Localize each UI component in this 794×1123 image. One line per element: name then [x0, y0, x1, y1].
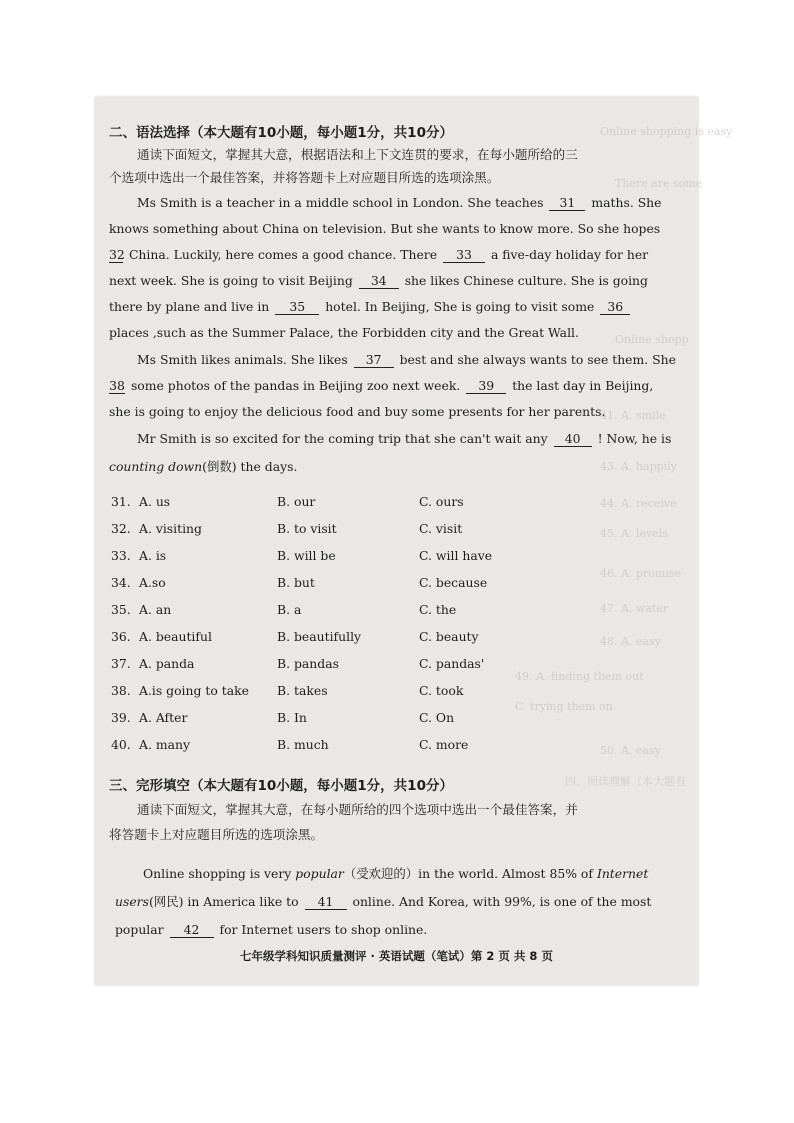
bleed-text: 49. A. finding them out [515, 670, 644, 683]
section3-instruction-line2: 将答题卡上对应题目所选的选项涂黑。 [109, 827, 324, 842]
bleed-text: 45. A. levels [600, 527, 668, 540]
blank-42[interactable]: 42 [170, 922, 214, 938]
option-number: 35. [111, 602, 131, 617]
option-a[interactable]: A. us [139, 494, 171, 509]
option-b[interactable]: B. takes [277, 683, 328, 698]
option-b[interactable]: B. In [277, 710, 307, 725]
option-a[interactable]: A. After [139, 710, 188, 725]
passage-line: next week. She is going to visit Beijing 34 she likes Chinese culture. She is going [109, 273, 648, 288]
bleed-text: 48. A. easy [600, 635, 661, 648]
option-a[interactable]: A. panda [139, 656, 195, 671]
blank-32[interactable]: 32 [109, 247, 125, 262]
blank-33[interactable]: 33 [443, 247, 485, 263]
option-a[interactable]: A.is going to take [139, 683, 249, 698]
bleed-text: 50. A. easy [600, 744, 661, 757]
option-b[interactable]: B. but [277, 575, 315, 590]
option-number: 34. [111, 575, 131, 590]
blank-35[interactable]: 35 [275, 299, 319, 315]
section2-heading: 二、语法选择（本大题有10小题，每小题1分，共10分） [109, 125, 453, 141]
blank-39[interactable]: 39 [466, 378, 506, 394]
blank-38[interactable]: 38 [109, 378, 125, 393]
blank-37[interactable]: 37 [354, 352, 394, 368]
option-b[interactable]: B. much [277, 737, 329, 752]
option-number: 31. [111, 494, 131, 509]
option-a[interactable]: A. visiting [139, 521, 202, 536]
option-c[interactable]: C. will have [419, 548, 493, 563]
page-footer: 七年级学科知识质量测评 · 英语试题（笔试）第 2 页 共 8 页 [240, 949, 553, 963]
option-b[interactable]: B. a [277, 602, 302, 617]
option-a[interactable]: A. many [139, 737, 190, 752]
option-c[interactable]: C. beauty [419, 629, 479, 644]
passage-line: knows something about China on television. But she wants to know more. So she hopes [109, 221, 661, 236]
option-a[interactable]: A. beautiful [139, 629, 212, 644]
option-a[interactable]: A. an [139, 602, 172, 617]
option-c[interactable]: C. pandas' [419, 656, 485, 671]
option-number: 36. [111, 629, 131, 644]
passage-line: Ms Smith is a teacher in a middle school in London. She teaches 31 maths. She [137, 195, 662, 210]
passage-line: 32 China. Luckily, here comes a good chance. There 33 a five-day holiday for her [109, 247, 649, 262]
option-b[interactable]: B. our [277, 494, 316, 509]
bleed-text: 四、阅读理解（本大题有 [565, 775, 686, 788]
section2-instruction-line1: 通读下面短文，掌握其大意，根据语法和上下文连贯的要求，在每小题所给的三 [137, 147, 578, 162]
option-number: 37. [111, 656, 131, 671]
bleed-text: 41. A. smile [600, 409, 666, 422]
bleed-text: 46. A. promise [600, 567, 681, 580]
option-c[interactable]: C. took [419, 683, 464, 698]
option-c[interactable]: C. the [419, 602, 457, 617]
section3-heading: 三、完形填空（本大题有10小题，每小题1分，共10分） [109, 778, 453, 794]
option-c[interactable]: C. more [419, 737, 469, 752]
option-c[interactable]: C. On [419, 710, 455, 725]
exam-page [95, 97, 733, 985]
option-b[interactable]: B. beautifully [277, 629, 362, 644]
passage-line: 38 some photos of the pandas in Beijing zoo next week. 39 the last day in Beijing, [109, 378, 654, 393]
passage-line: popular 42 for Internet users to shop online. [115, 922, 428, 937]
section3-instruction-line1: 通读下面短文，掌握其大意，在每小题所给的四个选项中选出一个最佳答案，并 [137, 802, 578, 817]
blank-40[interactable]: 40 [554, 431, 592, 447]
blank-31[interactable]: 31 [549, 195, 585, 211]
option-a[interactable]: A.so [139, 575, 166, 590]
option-b[interactable]: B. pandas [277, 656, 339, 671]
option-number: 32. [111, 521, 131, 536]
bleed-text: There are some [615, 177, 703, 190]
blank-41[interactable]: 41 [305, 894, 347, 910]
bleed-text: Online shopp [615, 333, 689, 346]
bleed-text: 43. A. happily [600, 460, 677, 473]
passage-line: counting down(倒数) the days. [109, 459, 298, 474]
section2-instruction-line2: 个选项中选出一个最佳答案，并将答题卡上对应题目所选的选项涂黑。 [109, 170, 500, 185]
passage-line: users(网民) in America like to 41 online. And Korea, with 99%, is one of the most [115, 894, 652, 909]
option-number: 40. [111, 737, 131, 752]
option-number: 38. [111, 683, 131, 698]
passage-line: places ,such as the Summer Palace, the Forbidden city and the Great Wall. [109, 325, 579, 340]
blank-36[interactable]: 36 [600, 299, 630, 315]
option-b[interactable]: B. to visit [277, 521, 337, 536]
option-b[interactable]: B. will be [277, 548, 336, 563]
option-c[interactable]: C. because [419, 575, 488, 590]
bleed-text: C. trying them on [515, 700, 613, 713]
option-number: 33. [111, 548, 131, 563]
passage-line: she is going to enjoy the delicious food and buy some presents for her parents. [109, 404, 606, 419]
passage-line: Mr Smith is so excited for the coming trip that she can't wait any 40 ! Now, he is [137, 431, 672, 446]
passage-line: there by plane and live in 35 hotel. In Beijing, She is going to visit some 36 [109, 299, 632, 315]
option-c[interactable]: C. visit [419, 521, 463, 536]
passage-line: Online shopping is very popular（受欢迎的）in the world. Almost 85% of Internet [143, 866, 649, 881]
bleed-text: 47. A. water [600, 602, 669, 615]
passage-line: Ms Smith likes animals. She likes 37 best and she always wants to see them. She [137, 352, 676, 367]
option-c[interactable]: C. ours [419, 494, 464, 509]
bleed-text: 44. A. receive [600, 497, 677, 510]
option-a[interactable]: A. is [139, 548, 167, 563]
bleed-text: Online shopping is easy [600, 125, 733, 138]
option-number: 39. [111, 710, 131, 725]
blank-34[interactable]: 34 [359, 273, 399, 289]
